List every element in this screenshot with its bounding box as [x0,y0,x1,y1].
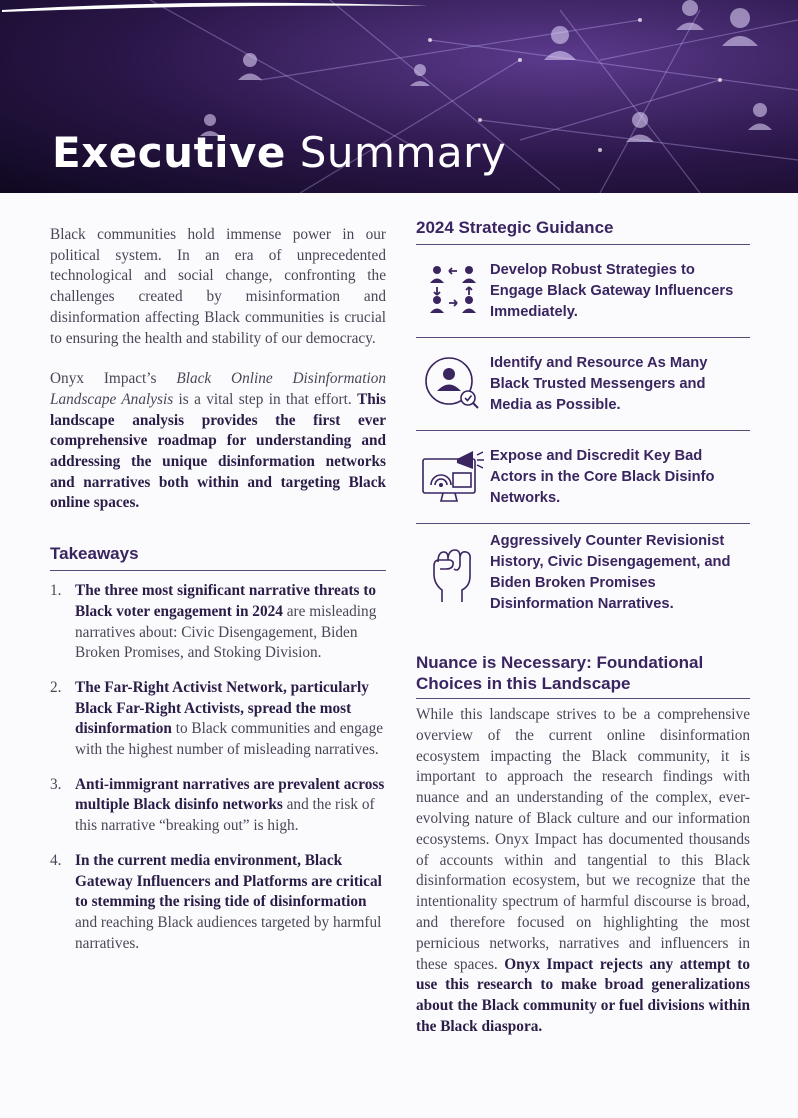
raised-fist-icon [416,542,490,604]
page-title: Executive Summary [52,128,507,177]
guidance-heading: 2024 Strategic Guidance [416,218,750,245]
nuance-section [416,652,750,1038]
nuance-paragraph: While this landscape strives to be a comprehensive overview of the current online disinformation ecosystem impacting the Black community, it is important to approach the research findings with nuance and an understanding of the complex, ever-evolving nature of Black culture and our information ecosystems. Onyx Impact has documented thousands of accounts within and tangential to this Black disinformation ecosystem, but we recognize that the intentionality spectrum of harmful discourse is broad, and therefore focused on highlighting the most pernicious networks, narratives and influencers in these spaces. Onyx Impact rejects any attempt to use this research to make broad generalizations about the Black community or fuel divisions within the Black diaspora. [416,706,750,1035]
takeaways-heading: Takeaways [50,544,386,571]
takeaways-list [50,581,386,954]
list-item: 4. In the current media environment, Black Gateway Influencers and Platforms are critical to stemming the rising tide of disinformation and reaching Black audiences targeted by harmful narratives. [50,851,382,952]
title-underline-swoosh [0,0,430,14]
right-column [416,218,750,1038]
guidance-text: Identify and Resource As Many Black Trusted Messengers and Media as Possible. [490,354,708,413]
guidance-item [416,524,750,622]
people-exchange-icon [416,263,490,319]
list-item: 1. The three most significant narrative threats to Black voter engagement in 2024 are misleading narratives about: Civic Disengagement, Biden Broken Promises, and Stoking Division. [50,582,377,662]
guidance-item [416,431,750,524]
header-banner [0,0,798,193]
guidance-text: Aggressively Counter Revisionist History, Civic Disengagement, and Biden Broken Promises Disinformation Narratives. [490,533,731,612]
person-search-icon [416,354,490,414]
guidance-item [416,245,750,338]
nuance-heading: Nuance is Necessary: Foundational Choices in this Landscape [416,652,750,699]
guidance-text: Develop Robust Strategies to Engage Black Gateway Influencers Immediately. [490,261,734,320]
intro-paragraph-1: Black communities hold immense power in our political system. In an era of unprecedented technological and social change, confronting the challenges created by misinformation and disinformation affecting Black communities is crucial to ensuring the health and stability of our democracy. [50,226,386,347]
broadcast-monitor-icon [416,449,490,505]
guidance-text: Expose and Discredit Key Bad Actors in the Core Black Disinfo Networks. [490,447,715,506]
list-item: 3. Anti-immigrant narratives are prevalent across multiple Black disinfo networks and the risk of this narrative “breaking out” is high. [50,775,385,835]
list-item: 2. The Far-Right Activist Network, particularly Black Far-Right Activists, spread the most disinformation to Black communities and engage with the highest number of misleading narratives. [50,678,384,759]
intro-paragraph-2: Onyx Impact’s Black Online Disinformation Landscape Analysis is a vital step in that effort. This landscape analysis provides the first ever comprehensive roadmap for understanding and addressing the unique disinformation networks and narratives both within and targeting Black online spaces. [50,370,386,512]
left-column [50,225,386,968]
guidance-item [416,338,750,431]
